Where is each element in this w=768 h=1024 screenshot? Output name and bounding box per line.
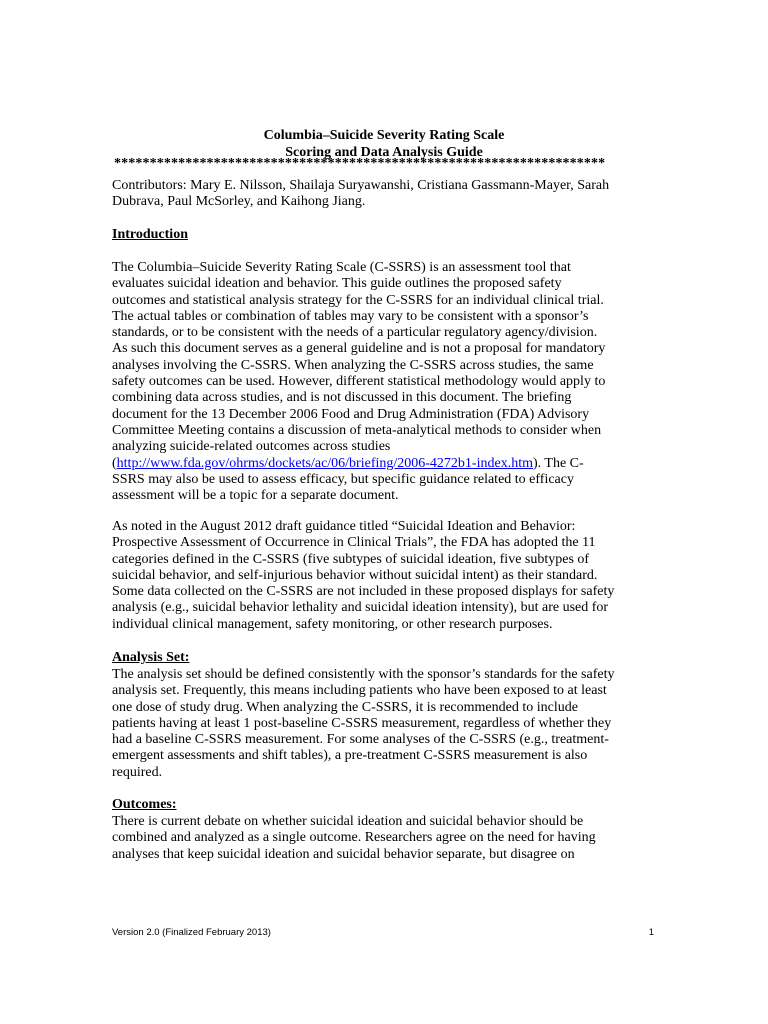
version-label: Version 2.0 (Finalized February 2013): [112, 927, 271, 938]
fda-briefing-link[interactable]: http://www.fda.gov/ohrms/dockets/ac/06/briefing/2006-4272b1-index.htm: [116, 455, 533, 471]
text-line: [112, 456, 656, 472]
text-line: categories defined in the C-SSRS (five subtypes of suicidal ideation, five subtypes of: [112, 551, 590, 567]
text-line: Some data collected on the C-SSRS are not included in these proposed displays for safety: [112, 584, 615, 600]
text-line: As such this document serves as a general guideline and is not a proposal for mandatory: [112, 341, 606, 357]
text-line: There is current debate on whether suicidal ideation and suicidal behavior should be: [112, 814, 584, 829]
text-line: document for the 13 December 2006 Food and Drug Administration (FDA) Advisory: [112, 406, 590, 422]
document-page: [112, 0, 660, 1024]
text-line: required.: [112, 764, 163, 780]
contributors-line: Contributors: Mary E. Nilsson, Shailaja Suryawanshi, Cristiana Gassmann-Mayer, Sarah: [112, 178, 610, 193]
intro-paragraph-2: [112, 519, 656, 633]
text-line: Prospective Assessment of Occurrence in Clinical Trials”, the FDA has adopted the 11: [112, 535, 596, 551]
contributors-line: Dubrava, Paul McSorley, and Kaihong Jiang.: [112, 194, 366, 210]
text-line: individual clinical management, safety monitoring, or other research purposes.: [112, 616, 553, 632]
text-line: patients having at least 1 post-baseline C-SSRS measurement, regardless of whether they: [112, 715, 612, 731]
intro-paragraph-1: [112, 260, 656, 504]
contributors: [112, 178, 656, 211]
text-line: The actual tables or combination of tables may vary to be consistent with a sponsor’s: [112, 308, 589, 324]
text-line: emergent assessments and shift tables), a pre-treatment C-SSRS measurement is also: [112, 748, 588, 764]
link-trailing-text: ). The C-: [532, 455, 584, 471]
analysis-set-heading: Analysis Set:: [112, 650, 190, 665]
introduction-heading: Introduction: [112, 227, 188, 242]
text-line: combined and analyzed as a single outcome. Researchers agree on the need for having: [112, 830, 596, 846]
document-title: Columbia–Suicide Severity Rating Scale: [263, 128, 505, 143]
text-line: analyses that keep suicidal ideation and suicidal behavior separate, but disagree on: [112, 846, 575, 862]
text-line: outcomes and statistical analysis strategy for the C-SSRS for an individual clinical trial.: [112, 292, 604, 308]
page-number: 1: [648, 927, 654, 938]
text-line: The Columbia–Suicide Severity Rating Scale (C-SSRS) is an assessment tool that: [112, 260, 571, 275]
text-line: The analysis set should be defined consistently with the sponsor’s standards for the safety: [112, 667, 615, 682]
text-line: analysis set. Frequently, this means including patients who have been exposed to at least: [112, 683, 607, 699]
outcomes-paragraph: [112, 814, 656, 863]
text-line: Committee Meeting contains a discussion of meta-analytical methods to consider when: [112, 422, 602, 438]
outcomes-heading: Outcomes:: [112, 797, 177, 812]
text-line: evaluates suicidal ideation and behavior. This guide outlines the proposed safety: [112, 276, 562, 292]
text-line: safety outcomes can be used. However, different statistical methodology would apply to: [112, 374, 606, 390]
analysis-set-paragraph: [112, 667, 656, 781]
text-line: suicidal behavior, and self-injurious behavior without suicidal intent) as their standard.: [112, 567, 598, 583]
text-line: analyzing suicide-related outcomes across studies: [112, 439, 391, 455]
text-line: one dose of study drug. When analyzing the C-SSRS, it is recommended to include: [112, 699, 578, 715]
separator-line: *********************************************************************: [114, 157, 606, 171]
text-line: As noted in the August 2012 draft guidance titled “Suicidal Ideation and Behavior:: [112, 519, 576, 534]
link-paren: (: [112, 455, 117, 471]
text-line: analysis (e.g., suicidal behavior lethality and suicidal ideation intensity), but are used for: [112, 600, 609, 616]
text-line: SSRS may also be used to assess efficacy, but specific guidance related to efficacy: [112, 471, 574, 487]
text-line: combining data across studies, and is not discussed in this document. The briefing: [112, 390, 572, 406]
text-line: standards, or to be consistent with the needs of a particular regulatory agency/division.: [112, 325, 598, 341]
text-line: assessment will be a topic for a separate document.: [112, 488, 399, 504]
text-line: had a baseline C-SSRS measurement. For some analyses of the C-SSRS (e.g., treatment-: [112, 732, 609, 748]
document-subtitle: Scoring and Data Analysis Guide: [285, 145, 483, 160]
text-line: analyses involving the C-SSRS. When analyzing the C-SSRS across studies, the same: [112, 357, 594, 373]
